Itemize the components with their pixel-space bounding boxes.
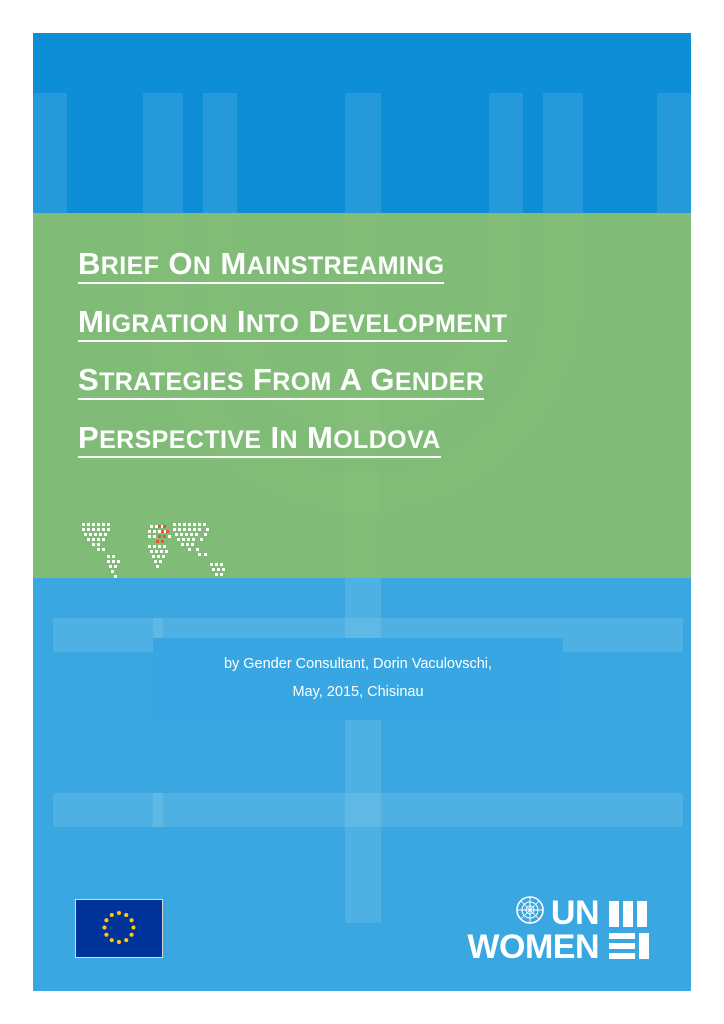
title-band <box>33 213 691 578</box>
decorative-horizontal-bar-lower <box>153 793 573 827</box>
page-title <box>78 248 648 480</box>
title-line-1: BRIEF ON MAINSTREAMING <box>78 248 444 284</box>
european-union-flag-icon <box>75 899 163 958</box>
un-women-logo <box>431 893 651 966</box>
title-line-2: MIGRATION INTO DEVELOPMENT <box>78 306 507 342</box>
women-text: WOMEN <box>467 928 599 966</box>
publication-date: May, 2015, Chisinau <box>292 684 424 700</box>
decorative-block-b <box>573 793 683 827</box>
cover-panel <box>33 33 691 991</box>
decorative-block-right <box>657 93 691 213</box>
title-line-3: STRATEGIES FROM A GENDER <box>78 364 484 400</box>
un-emblem-icon <box>515 895 545 930</box>
author-box <box>153 638 563 720</box>
author-name: by Gender Consultant, Dorin Vaculovschi, <box>223 656 493 673</box>
decorative-block-a <box>53 793 163 827</box>
world-map-icon <box>78 513 258 588</box>
decorative-block-left <box>33 93 67 213</box>
decorative-block-d <box>53 618 163 652</box>
decorative-block-c <box>573 618 683 652</box>
un-women-bars-icon <box>607 899 651 961</box>
title-line-4: PERSPECTIVE IN MOLDOVA <box>78 422 441 458</box>
un-text: UN <box>550 893 599 932</box>
